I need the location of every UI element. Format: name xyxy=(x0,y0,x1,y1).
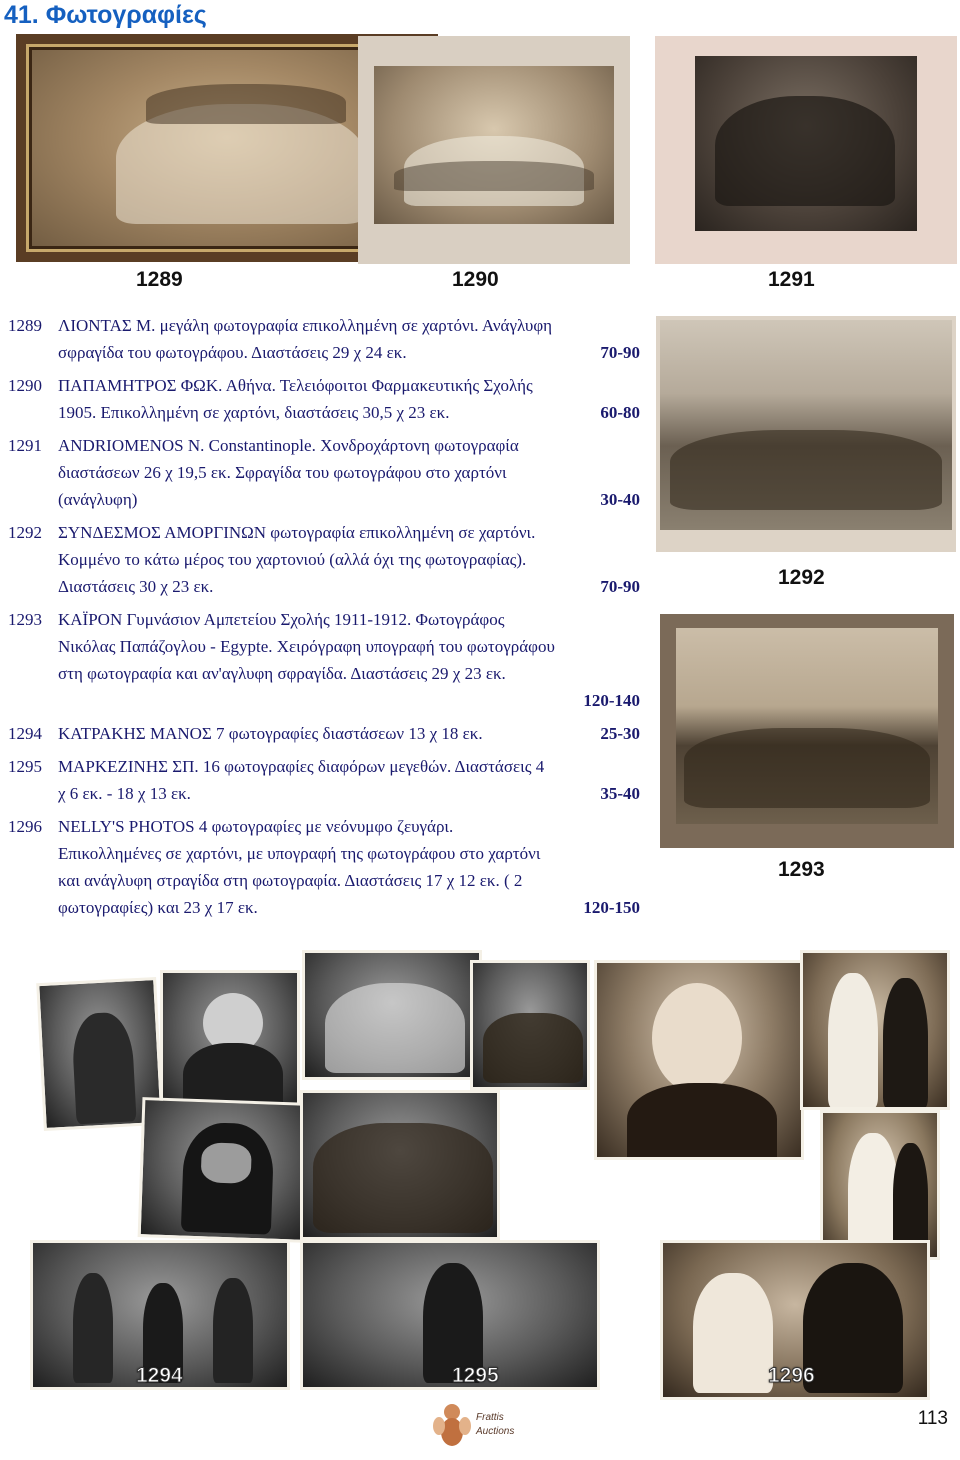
lot-1293-line-4 xyxy=(8,687,640,714)
photo-1295-a xyxy=(302,950,482,1080)
lot-1293-line-1: 1293 ΚΑΪΡΟΝ Γυμνάσιον Αμπετείου Σχολής 1911-1912. Φωτογράφος xyxy=(8,610,505,629)
lot-1294-price: 25-30 xyxy=(600,724,640,743)
lot-1291-line-3: (ανάγλυφη) 30-40 xyxy=(8,486,640,513)
lot-1290-line-1: 1290 ΠΑΠΑΜΗΤΡΟΣ ΦΩΚ. Αθήνα. Τελειόφοιτοι Φαρμακευτικής Σχολής xyxy=(8,376,533,395)
lot-1296-price: 120-150 xyxy=(583,898,640,917)
lot-1296-line-1: 1296 NELLY'S PHOTOS 4 φωτογραφίες με νεόνυμφο ζευγάρι. xyxy=(8,817,454,836)
photo-label-1290: 1290 xyxy=(452,268,499,291)
page-title: 41. Φωτογραφίες xyxy=(4,1,207,29)
logo-text-line2: Auctions xyxy=(476,1426,515,1437)
photo-1296-b xyxy=(800,950,950,1110)
lot-1295-line-2: χ 6 εκ. - 18 χ 13 εκ. 35-40 xyxy=(8,780,640,807)
lot-1293-price: 120-140 xyxy=(583,691,640,710)
photo-1295-b xyxy=(470,960,590,1090)
lot-1290-line-2: 1905. Επικολλημένη σε χαρτόνι, διαστάσεις 30,5 χ 23 εκ. 60-80 xyxy=(8,399,640,426)
lot-1290-price: 60-80 xyxy=(600,403,640,422)
photo-1296-a xyxy=(594,960,804,1160)
photo-label-1296: 1296 xyxy=(768,1364,815,1387)
lot-1291-price: 30-40 xyxy=(600,490,640,509)
lot-1295-price: 35-40 xyxy=(600,784,640,803)
photo-1290 xyxy=(358,36,630,264)
lot-1292-line-2: Κομμένο το κάτω μέρος του χαρτονιού (αλλά όχι της φωτογραφίας). xyxy=(58,550,527,569)
lot-descriptions xyxy=(8,312,640,921)
logo-text-line1: Frattis xyxy=(476,1412,504,1423)
photo-label-1289: 1289 xyxy=(136,268,183,291)
lot-1295-line-1: 1295 ΜΑΡΚΕΖΙΝΗΣ ΣΠ. 16 φωτογραφίες διαφόρων μεγεθών. Διαστάσεις 4 xyxy=(8,757,545,776)
photo-1296-c xyxy=(820,1110,940,1260)
photo-label-1293: 1293 xyxy=(778,858,825,881)
photo-1293 xyxy=(660,614,954,848)
photo-label-1291: 1291 xyxy=(768,268,815,291)
lot-1289-price: 70-90 xyxy=(600,343,640,362)
lot-1293-line-3: στη φωτογραφία και αν'αγλυφη σφραγίδα. Διαστάσεις 29 χ 23 εκ. xyxy=(58,664,506,683)
lot-1296-line-4: φωτογραφίες) και 23 χ 17 εκ. 120-150 xyxy=(8,894,640,921)
photo-1294-c xyxy=(138,1097,313,1243)
photo-label-1294: 1294 xyxy=(136,1364,183,1387)
lot-1296-line-3: και ανάγλυφη στραγίδα στη φωτογραφία. Διαστάσεις 17 χ 12 εκ. ( 2 xyxy=(58,871,523,890)
lot-1296-line-2: Επικολλημένες σε χαρτόνι, με υπογραφή της φωτογράφου στο χαρτόνι xyxy=(58,844,541,863)
lot-1293-line-2: Νικόλας Παπάζογλου - Egypte. Χειρόγραφη υπογραφή του φωτογράφου xyxy=(58,637,555,656)
lot-1291-line-1: 1291 ANDRIOMENOS N. Constantinople. Χονδροχάρτονη φωτογραφία xyxy=(8,436,519,455)
cherub-icon xyxy=(432,1400,472,1454)
lot-1292-line-3: Διαστάσεις 30 χ 23 εκ. 70-90 xyxy=(8,573,640,600)
photo-1295-c xyxy=(300,1090,500,1240)
photo-1291 xyxy=(655,36,957,264)
photo-1294-b xyxy=(160,970,300,1110)
lot-1292-line-1: 1292 ΣΥΝΔΕΣΜΟΣ ΑΜΟΡΓΙΝΩΝ φωτογραφία επικολλημένη σε χαρτόνι. xyxy=(8,523,536,542)
lot-1289-line-2: σφραγίδα του φωτογράφου. Διαστάσεις 29 χ 24 εκ. 70-90 xyxy=(8,339,640,366)
lot-1292-price: 70-90 xyxy=(600,577,640,596)
lot-1294-line-1: 1294 ΚΑΤΡΑΚΗΣ ΜΑΝΟΣ 7 φωτογραφίες διαστάσεων 13 χ 18 εκ. 25-30 xyxy=(8,720,640,747)
photo-1292 xyxy=(656,316,956,552)
photo-1295-d xyxy=(300,1240,600,1390)
lot-1291-line-2: διαστάσεων 26 χ 19,5 εκ. Σφραγίδα του φωτογράφου στο χαρτόνι xyxy=(58,463,507,482)
lot-1289-line-1: 1289 ΛΙΟΝΤΑΣ Μ. μεγάλη φωτογραφία επικολλημένη σε χαρτόνι. Ανάγλυφη xyxy=(8,316,553,335)
page-number: 113 xyxy=(917,1408,948,1429)
photo-label-1295: 1295 xyxy=(452,1364,499,1387)
photo-label-1292: 1292 xyxy=(778,566,825,589)
frattis-auctions-logo xyxy=(432,1400,532,1454)
